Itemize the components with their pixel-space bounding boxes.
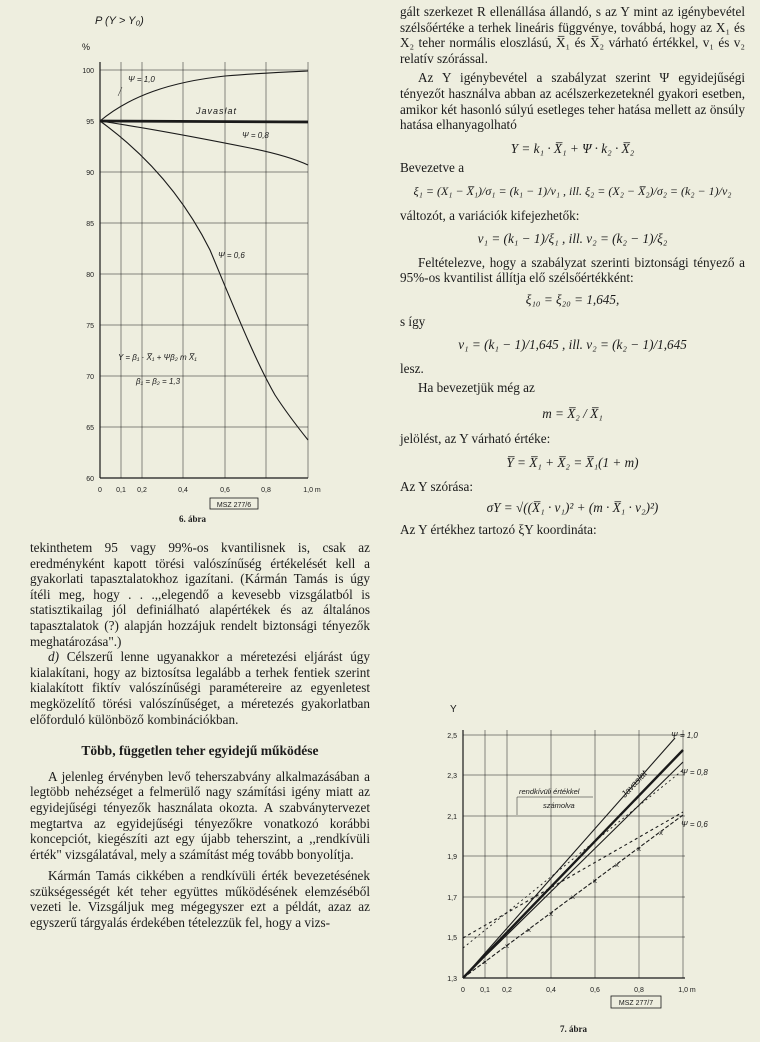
equation-4: ξ₁₀ = ξ₂₀ = 1,645, — [525, 291, 620, 307]
fig6-ytick: 60 — [86, 476, 94, 483]
left-paragraph-3: A jelenleg érvényben levő teherszabvány alkalmazásában a legtöbb nehézséget a felmerülő nagy számítási igény miatt az egyidejűségi tényezők használata okozta. A szabványtervezet megtartva az egyidejűségi tényezőkre vonatkozó korábbi koncepciót, kiegészíti azt egy újabb teherszint, a ,,rendkívüli érték" vizsgálatával, mely a számítást még tovább bonyolítja. — [30, 768, 370, 862]
left-paragraph-4: Kármán Tamás cikkében a rendkívüli érték bevezetésének szükségességét két teher együttes működésének elemzéséből vezeti le. Vizsgáljuk meg mégegyszer ezt a példát, azaz az egyszerű tárgyalás érdekében tételezzük fel, hogy a vizs- — [30, 868, 370, 931]
right-paragraph-2: Az Y igénybevétel a szabályzat szerint Ψ egyidejűségi tényezőt használva abban az acélszerkezeteknél gyakori esetben, amikor két hasonló súlyú esetleges teher hatása mellett az önsúly hatása elhanyagolható — [400, 70, 745, 133]
fig7-xtick: 0,1 — [480, 987, 490, 994]
list-marker-d: d) — [48, 649, 59, 665]
left-paragraph-2 — [30, 649, 370, 727]
fig6-label-psi-06: Ψ = 0,6 — [218, 251, 245, 260]
fig6-curve-psi-06 — [100, 121, 308, 440]
right-paragraph-10: Az Y szórása: — [400, 478, 473, 494]
right-paragraph-3: Bevezetve a — [400, 160, 465, 176]
fig7-label-psi-08: Ψ = 0,8 — [681, 768, 708, 777]
fig6-xtick: 0,6 — [220, 487, 230, 494]
fig7-ytick: 2,3 — [447, 773, 457, 780]
fig6-gridlines — [100, 62, 308, 478]
fig6-curve-psi-08 — [100, 121, 308, 165]
fig6-label-javaslat: Javaslat — [196, 106, 238, 116]
equation-5: v₁ = (k₁ − 1)/1,645 , ill. v₂ = (k₂ − 1)/1,645 — [458, 337, 687, 353]
fig7-xtick: 0 — [461, 987, 465, 994]
svg-text:×: × — [570, 893, 576, 902]
fig6-xtick: 1,0 m — [303, 487, 321, 494]
fig7-xtick: 0,8 — [634, 987, 644, 994]
fig6-caption: 6. ábra — [179, 514, 206, 524]
fig7-cross-markers — [483, 829, 664, 967]
fig6-xtick: 0,2 — [137, 487, 147, 494]
fig6-ytick: 95 — [86, 119, 94, 126]
right-paragraph-1: gált szerkezet R ellenállása állandó, s az Y mint az igénybevétel szélsőértéke a terhek lineáris függvénye, továbbá, hogy az X₁ és X₂ teher normális eloszlású, X̅₁ és X̅₂ várható értékkel, v₁ és v₂ relatív szórással. — [400, 4, 745, 66]
fig7-xtick: 1,0 m — [678, 987, 696, 994]
fig6-xtick: 0,1 — [116, 487, 126, 494]
fig6-ytick: 90 — [86, 170, 94, 177]
equation-3: v₁ = (k₁ − 1)/ξ₁ , ill. v₂ = (k₂ − 1)/ξ₂ — [477, 231, 668, 247]
fig7-ytick: 1,7 — [447, 895, 457, 902]
right-paragraph-5: Feltételezve, hogy a szabályzat szerinti biztonsági tényező a 95%-os kvantilist állítja elő szélsőértékként: — [400, 254, 745, 286]
fig7-xtick: 0,6 — [590, 987, 600, 994]
fig6-ytick: 65 — [86, 425, 94, 432]
svg-text:×: × — [504, 942, 510, 951]
right-paragraph-9: jelölést, az Y várható értéke: — [400, 431, 551, 447]
section-heading: Több, független teher egyidejű működése — [81, 743, 319, 759]
equation-8: σY = √((X̅₁ · v₁)² + (m · X̅₁ · v₂)²) — [486, 500, 659, 516]
fig7-xtick: 0,4 — [546, 987, 556, 994]
fig7-label-psi-06: Ψ = 0,6 — [681, 820, 708, 829]
fig7-caption: 7. ábra — [560, 1024, 587, 1034]
svg-text:×: × — [614, 861, 620, 870]
fig7-y-title: Y — [450, 704, 457, 715]
fig7-label-rendkivuli: rendkívüli értékkel — [519, 787, 580, 796]
fig6-formula: Y = β₁ · X̅₁ + Ψβ₂ m X̅₁ — [118, 353, 197, 362]
fig6-ytick: 85 — [86, 221, 94, 228]
fig7-xtick: 0,2 — [502, 987, 512, 994]
fig7-ytick: 1,3 — [447, 976, 457, 983]
fig7-ytick: 1,9 — [447, 854, 457, 861]
svg-text:×: × — [526, 926, 532, 935]
fig7-stamp: MSZ 277/7 — [618, 1000, 654, 1007]
fig7-line-rendkivuli — [463, 812, 683, 938]
left-column — [30, 540, 370, 931]
fig6-stamp: MSZ 277/6 — [216, 502, 252, 509]
fig7-line-javaslat — [463, 750, 683, 978]
fig6-xtick: 0,4 — [178, 487, 188, 494]
fig6-curve-javaslat — [100, 121, 308, 122]
fig6-label-psi-08: Ψ = 0,8 — [242, 131, 269, 140]
fig6-formula-2: β₁ = β₂ = 1,3 — [136, 377, 181, 386]
fig6-ytick: 80 — [86, 272, 94, 279]
figure-7-chart — [425, 700, 745, 1025]
fig7-ytick: 2,1 — [447, 814, 457, 821]
fig7-label-szamolva: számolva — [543, 801, 575, 810]
right-paragraph-8: Ha bevezetjük még az — [418, 380, 535, 396]
left-paragraph-1: tekinthetem 95 vagy 99%-os kvantilisnek is, csak az eredményként kapott törési valószínűség értékelését kell a gyakorlati tapasztalatokhoz igazítani. (Kármán Tamás is úgy ítéli meg, hogy . . .,,elegendő a kevesebb vizsgálatból is statisztikailag jól definiálható alapértékek és az általános tapasztalatok (?) alapján hozzájuk rendelt biztonsági tényezők meghatározása".) — [30, 540, 370, 649]
equation-7: Y̅ = X̅₁ + X̅₂ = X̅₁(1 + m) — [506, 455, 639, 471]
fig6-xtick: 0 — [98, 487, 102, 494]
equation-6: m = X̅₂ / X̅₁ — [542, 405, 603, 421]
left-paragraph-2-text: Célszerű lenne ugyanakkor a méretezési eljárást úgy kialakítani, hogy az biztosítsa legalább a terhek fentiek szerint kialakított fiktív valószínűségi paramétereire az egyenletest megközelítő törési valószínűséget, a méretezés gyakorlatban előforduló különböző kombinációkban. — [30, 649, 370, 727]
fig6-label-psi-1: Ψ = 1,0 — [128, 75, 155, 84]
fig6-y-unit: % — [82, 42, 91, 52]
svg-text:×: × — [592, 877, 598, 886]
fig6-ytick: 100 — [82, 68, 94, 75]
figure-6-chart — [60, 10, 350, 510]
fig6-ytick: 70 — [86, 374, 94, 381]
fig7-label-psi-1: Ψ = 1,0 — [671, 731, 698, 740]
equation-1: Y = k₁ · X̅₁ + Ψ · k₂ · X̅₂ — [510, 140, 635, 156]
fig7-line-rendkivuli-2 — [463, 770, 683, 948]
svg-text:×: × — [636, 845, 642, 854]
fig6-xtick: 0,8 — [261, 487, 271, 494]
svg-text:×: × — [482, 958, 488, 967]
equation-2: ξ₁ = (X₁ − X̅₁)/σ₁ = (k₁ − 1)/v₁ , ill. ξ₂ = (X₂ − X̅₂)/σ₂ = (k₂ − 1)/v₂ — [413, 183, 732, 198]
svg-text:×: × — [548, 910, 554, 919]
fig6-ytick: 75 — [86, 323, 94, 330]
right-column — [400, 4, 745, 537]
fig7-ytick: 1,5 — [447, 935, 457, 942]
fig7-label-javaslat: Javaslat — [619, 768, 649, 800]
fig7-ytick: 2,5 — [447, 733, 457, 740]
right-paragraph-4: változót, a variációk kifejezhetők: — [400, 207, 580, 223]
fig6-y-title: P (Y > Y₀) — [95, 15, 144, 27]
svg-text:×: × — [658, 829, 664, 838]
right-paragraph-11: Az Y értékhez tartozó ξY koordináta: — [400, 521, 597, 537]
right-paragraph-7: lesz. — [400, 360, 424, 376]
right-paragraph-6: s így — [400, 313, 426, 329]
